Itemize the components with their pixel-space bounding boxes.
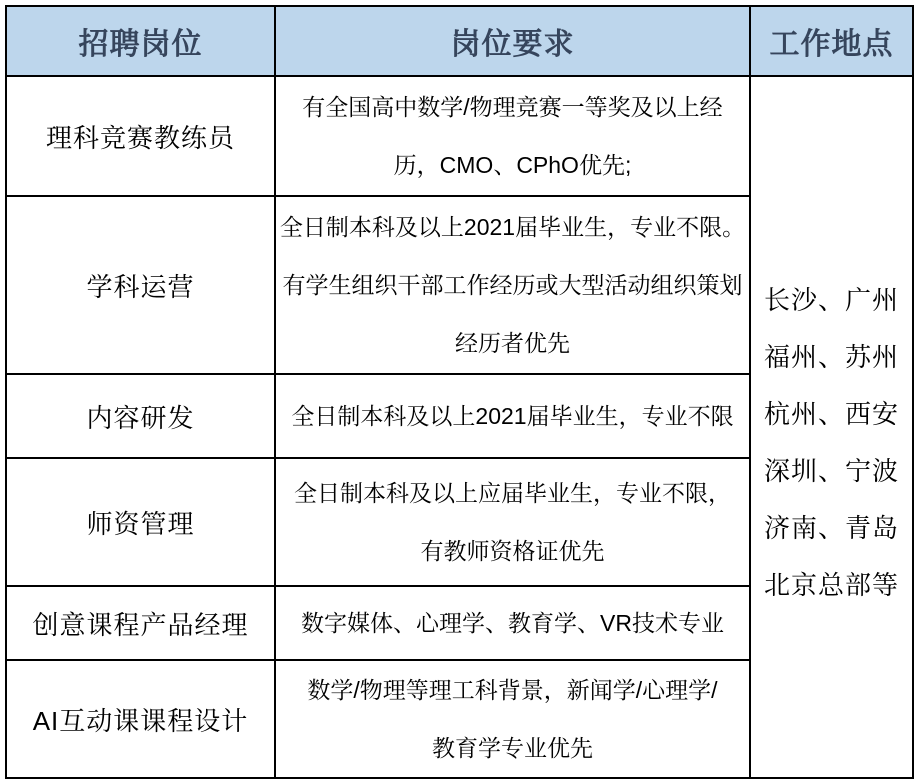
location-line: 深圳、宁波 (763, 456, 899, 486)
requirement-cell (275, 586, 750, 660)
position-cell: 理科竞赛教练员 (6, 76, 275, 196)
header-requirements: 岗位要求 (275, 6, 750, 76)
position-cell: 创意课程产品经理 (6, 586, 275, 660)
requirement-line: 全日制本科及以上2021届毕业生，专业不限。 (279, 214, 746, 240)
header-position: 招聘岗位 (6, 6, 275, 76)
location-line: 长沙、广州 (763, 285, 899, 315)
requirement-cell (275, 374, 750, 458)
requirement-line: 有全国高中数学/物理竞赛一等奖及以上经 (302, 94, 723, 120)
location-line: 北京总部等 (763, 570, 899, 600)
requirement-cell (275, 458, 750, 586)
requirement-cell (275, 660, 750, 778)
requirement-line: 教育学专业优先 (432, 735, 593, 761)
table-row (6, 76, 913, 196)
requirement-cell (275, 76, 750, 196)
requirement-line: 经历者优先 (455, 330, 570, 356)
position-cell: 学科运营 (6, 196, 275, 374)
recruitment-table (5, 5, 914, 779)
header-row (6, 6, 913, 76)
location-cell (750, 76, 913, 778)
requirement-line: 有学生组织干部工作经历或大型活动组织策划 (282, 272, 743, 298)
header-location: 工作地点 (750, 6, 913, 76)
requirement-line: 有教师资格证优先 (420, 538, 605, 564)
location-line: 济南、青岛 (763, 513, 899, 543)
location-line: 杭州、西安 (763, 399, 899, 429)
location-lines (751, 272, 912, 614)
requirement-line: 数字媒体、心理学、教育学、VR技术专业 (301, 610, 724, 636)
requirement-line: 数学/物理等理工科背景，新闻学/心理学/ (307, 677, 718, 703)
requirement-line: 全日制本科及以上应届毕业生，专业不限， (294, 480, 731, 506)
location-line: 福州、苏州 (763, 342, 899, 372)
requirement-line: 全日制本科及以上2021届毕业生，专业不限 (291, 403, 734, 429)
requirement-cell (275, 196, 750, 374)
requirement-line: 历，CMO、CPhO优先; (393, 152, 632, 178)
position-cell: AI互动课课程设计 (6, 660, 275, 778)
position-cell: 师资管理 (6, 458, 275, 586)
position-cell: 内容研发 (6, 374, 275, 458)
